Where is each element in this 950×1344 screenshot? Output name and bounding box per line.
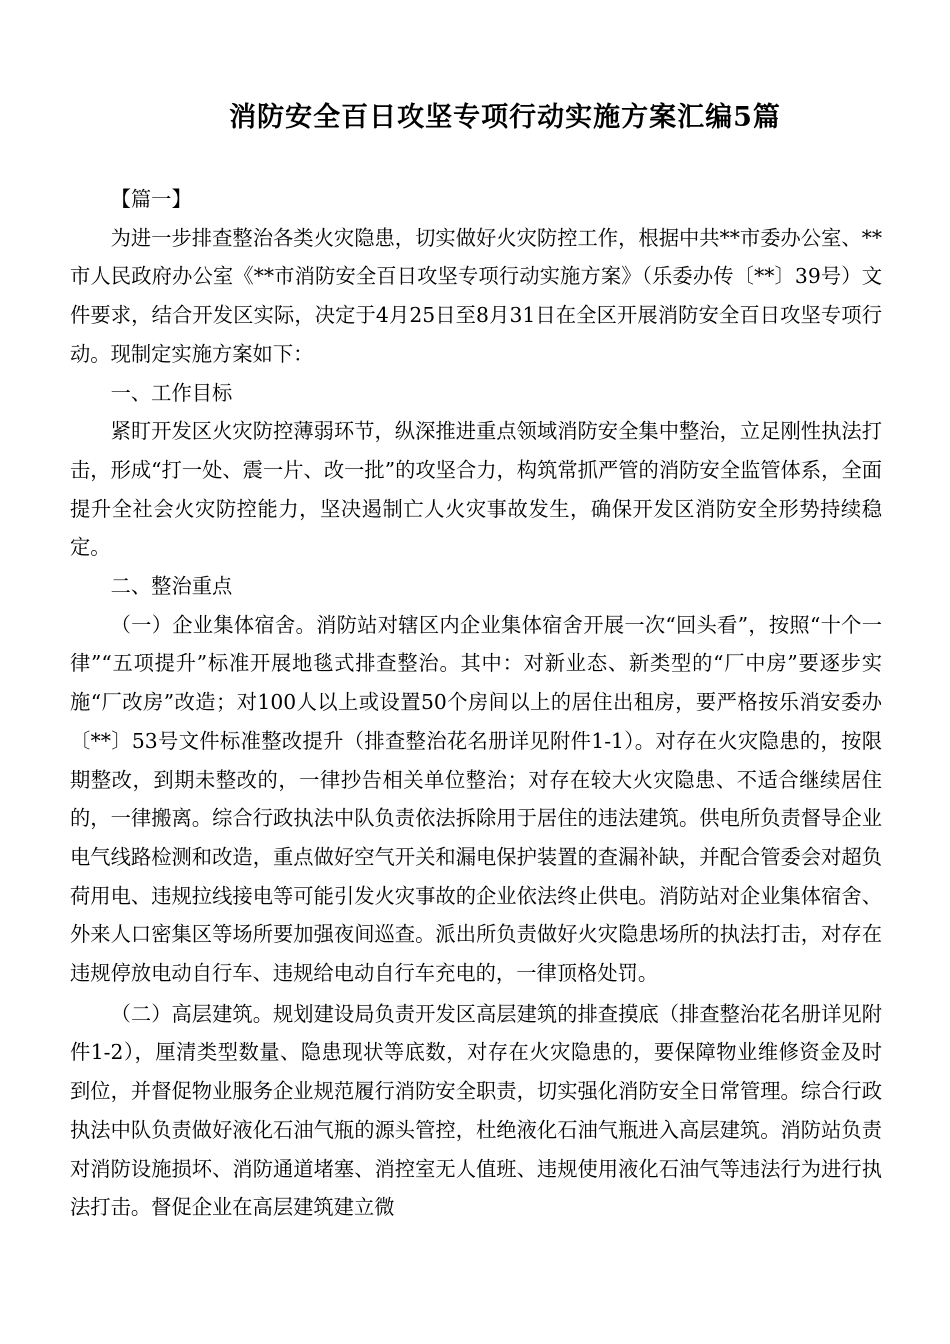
section-label: 【篇一】 — [110, 187, 192, 211]
intro-paragraph: 为进一步排查整治各类火灾隐患，切实做好火灾防控工作，根据中共**市委办公室、**市人民政府办公室《**市消防安全百日攻坚专项行动实施方案》（乐委办传〔**〕39号）文件要求，结合开发区实际，决定于4月25日至8月31日在全区开展消防安全百日攻坚专项行动。现制定实施方案如下： — [70, 225, 882, 366]
dormitory-paragraph: （一）企业集体宿舍。消防站对辖区内企业集体宿舍开展一次“回头看”，按照“十个一律”“五项提升”标准开展地毯式排查整治。其中：对新业态、新类型的“厂中房”要逐步实施“厂改房”改造；对100人以上或设置50个房间以上的居住出租房，要严格按乐消安委办〔**〕53号文件标准整改提升（排查整治花名册详见附件1-1）。对存在火灾隐患的，按限期整改，到期未整改的，一律抄告相关单位整治；对存在较大火灾隐患、不适合继续居住的，一律搬离。综合行政执法中队负责依法拆除用于居住的违法建筑。供电所负责督导企业电气线路检测和改造，重点做好空气开关和漏电保护装置的查漏补缺，并配合管委会对超负荷用电、违规拉线接电等可能引发火灾事故的企业依法终止供电。消防站对企业集体宿舍、外来人口密集区等场所要加强夜间巡查。派出所负责做好火灾隐患场所的执法打击，对存在违规停放电动自行车、违规给电动自行车充电的，一律顶格处罚。 — [70, 612, 882, 986]
document-title: 消防安全百日攻坚专项行动实施方案汇编5篇 — [229, 102, 781, 133]
document-body — [70, 180, 882, 1227]
heading-work-goal: 一、工作目标 — [110, 380, 233, 405]
work-goal-paragraph: 紧盯开发区火灾防控薄弱环节，纵深推进重点领域消防安全集中整治，立足刚性执法打击，形成“打一处、震一片、改一批”的攻坚合力，构筑常抓严管的消防安全监管体系，全面提升全社会火灾防控能力，坚决遏制亡人火灾事故发生，确保开发区消防安全形势持续稳定。 — [70, 419, 882, 560]
high-rise-paragraph: （二）高层建筑。规划建设局负责开发区高层建筑的排查摸底（排查整治花名册详见附件1-2），厘清类型数量、隐患现状等底数，对存在火灾隐患的，要保障物业维修资金及时到位，并督促物业服务企业规范履行消防安全职责，切实强化消防安全日常管理。综合行政执法中队负责做好液化石油气瓶的源头管控，杜绝液化石油气瓶进入高层建筑。消防站负责对消防设施损坏、消防通道堵塞、消控室无人值班、违规使用液化石油气等违法行为进行执法打击。督促企业在高层建筑建立微 — [70, 1001, 882, 1220]
heading-key-points: 二、整治重点 — [110, 574, 233, 599]
